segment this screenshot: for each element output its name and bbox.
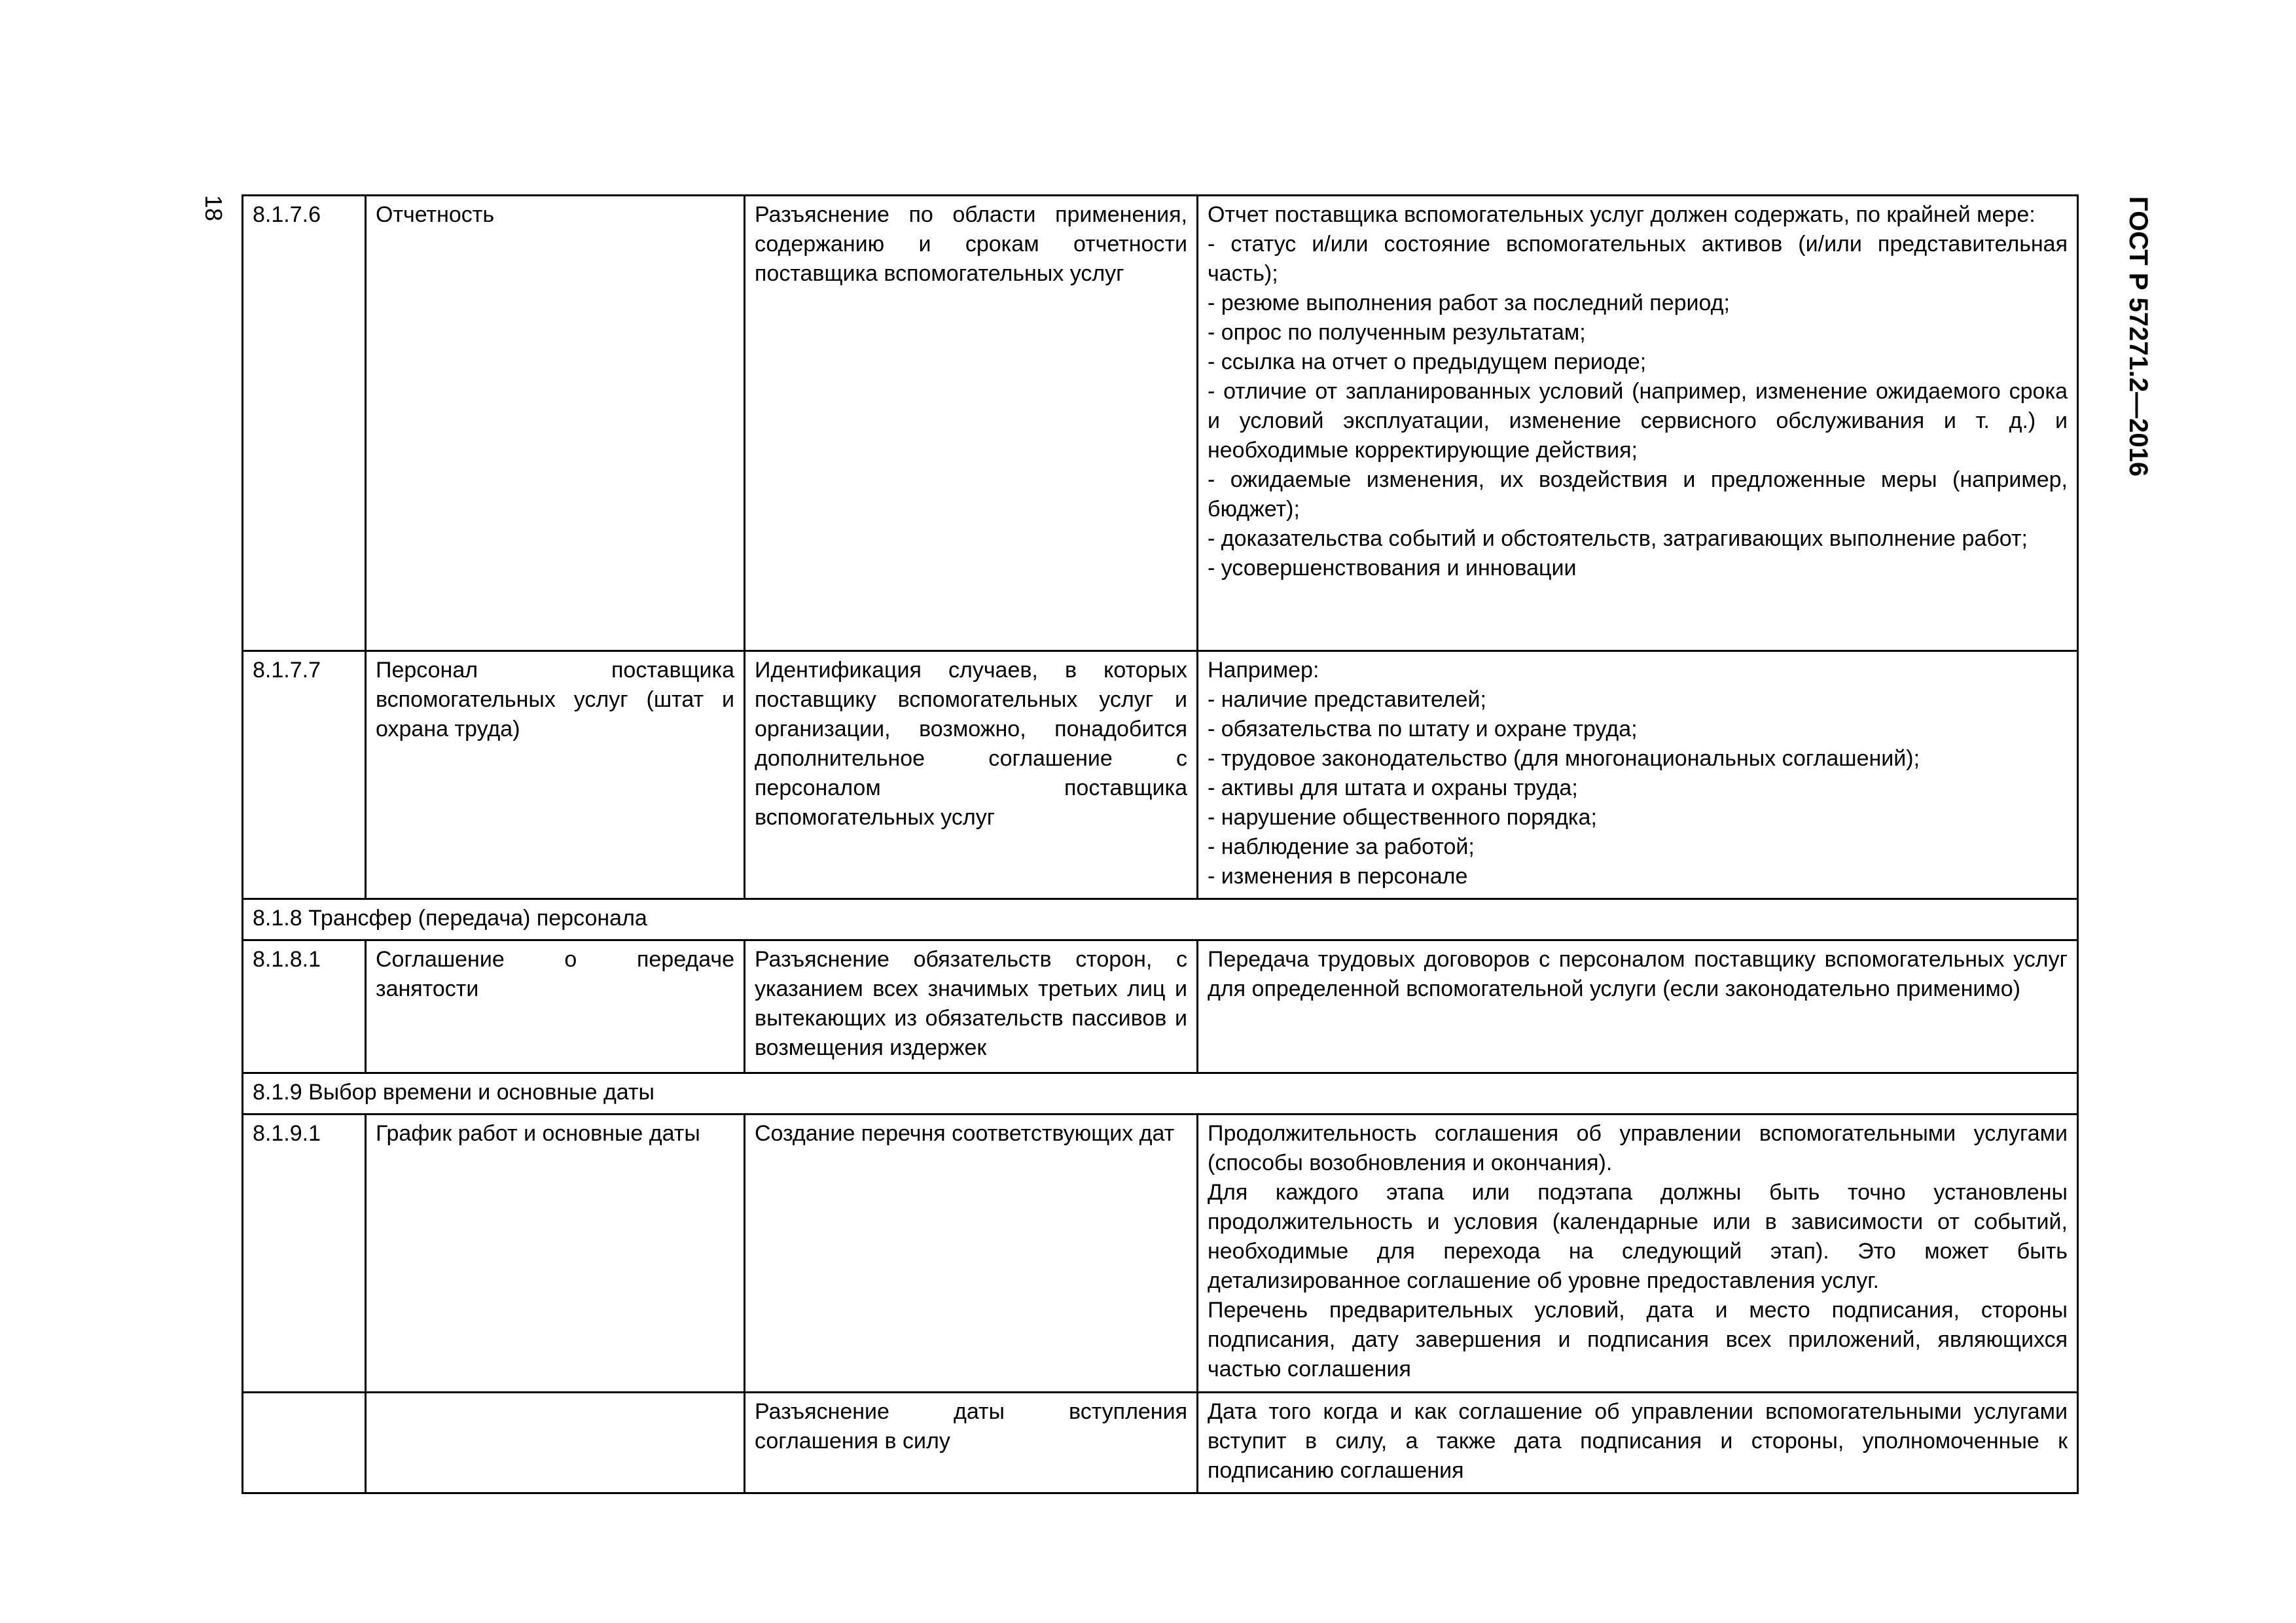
detail-line: - наблюдение за работой;: [1208, 834, 1475, 859]
clause-details: [1198, 196, 2078, 651]
detail-line: Передача трудовых договоров с персоналом поставщику вспомогательных услуг для определенной вспомогательной услуги (если законодательно применимо): [1208, 947, 2068, 1001]
detail-line: - усовершенствования и инновации: [1208, 556, 1577, 580]
detail-line: - нарушение общественного порядка;: [1208, 805, 1597, 830]
clause-details: [1198, 651, 2078, 899]
table-row: [243, 940, 2078, 1073]
clause-title: Соглашение о передаче занятости: [366, 940, 745, 1073]
clause-description: Разъяснение обязательств сторон, с указанием всех значимых третьих лиц и вытекающих из обязательств пассивов и возмещения издержек: [745, 940, 1198, 1073]
detail-line: - статус и/или состояние вспомогательных активов (и/или представительная часть);: [1208, 232, 2068, 286]
section-row: [243, 1073, 2078, 1115]
clause-number: [243, 1393, 366, 1493]
clause-description: Разъяснение даты вступления соглашения в силу: [745, 1393, 1198, 1493]
detail-line: Для каждого этапа или подэтапа должны быть точно установлены продолжительность и условия (календарные или в зависимости от событий, необходимые для перехода на следующий этап). Это может быть детализированное соглашение об уровне предоставления услуг.: [1208, 1180, 2068, 1293]
detail-line: - опрос по полученным результатам;: [1208, 320, 1586, 345]
table-row: [243, 1115, 2078, 1393]
detail-line: - ссылка на отчет о предыдущем периоде;: [1208, 349, 1647, 374]
table-row: [243, 651, 2078, 899]
detail-line: - резюме выполнения работ за последний период;: [1208, 291, 1730, 315]
clause-number: 8.1.7.6: [243, 196, 366, 651]
detail-line: Дата того когда и как соглашение об управлении вспомогательными услугами вступит в силу, а также дата подписания и стороны, уполномоченные к подписанию соглашения: [1208, 1399, 2068, 1483]
clause-number: 8.1.9.1: [243, 1115, 366, 1393]
detail-line: - трудовое законодательство (для многонациональных соглашений);: [1208, 746, 1920, 771]
detail-line: Перечень предварительных условий, дата и место подписания, стороны подписания, дату завершения и подписания всех приложений, являющихся частью соглашения: [1208, 1298, 2068, 1382]
detail-line: - активы для штата и охраны труда;: [1208, 776, 1578, 800]
detail-line: - обязательства по штату и охране труда;: [1208, 717, 1638, 741]
clause-title: Персонал поставщика вспомогательных услуг (штат и охрана труда): [366, 651, 745, 899]
section-row: [243, 899, 2078, 940]
clause-title: Отчетность: [366, 196, 745, 651]
clause-details: [1198, 1393, 2078, 1493]
table-body: [243, 196, 2078, 1493]
running-header: ГОСТ Р 57271.2—2016: [2124, 196, 2153, 477]
page-number: 18: [200, 195, 227, 222]
detail-line: - наличие представителей;: [1208, 687, 1486, 712]
clause-description: Разъяснение по области применения, содержанию и срокам отчетности поставщика вспомогательных услуг: [745, 196, 1198, 651]
requirements-table: [242, 194, 2079, 1494]
section-heading: 8.1.8 Трансфер (передача) персонала: [243, 899, 2078, 940]
clause-description: Идентификация случаев, в которых поставщику вспомогательных услуг и организации, возможно, понадобится дополнительное соглашение с персоналом поставщика вспомогательных услуг: [745, 651, 1198, 899]
clause-number: 8.1.8.1: [243, 940, 366, 1073]
clause-number: 8.1.7.7: [243, 651, 366, 899]
clause-details: [1198, 940, 2078, 1073]
detail-line: Продолжительность соглашения об управлении вспомогательными услугами (способы возобновления и окончания).: [1208, 1121, 2068, 1175]
detail-line: - изменения в персонале: [1208, 864, 1468, 889]
table-row: [243, 196, 2078, 651]
clause-title: [366, 1393, 745, 1493]
detail-line: Например:: [1208, 658, 1319, 683]
clause-details: [1198, 1115, 2078, 1393]
clause-description: Создание перечня соответствующих дат: [745, 1115, 1198, 1393]
detail-line: - отличие от запланированных условий (например, изменение ожидаемого срока и условий эксплуатации, изменение сервисного обслуживания и т. д.) и необходимые корректирующие действия;: [1208, 379, 2068, 463]
detail-line: Отчет поставщика вспомогательных услуг должен содержать, по крайней мере:: [1208, 202, 2036, 227]
detail-line: - доказательства событий и обстоятельств, затрагивающих выполнение работ;: [1208, 526, 2028, 551]
section-heading: 8.1.9 Выбор времени и основные даты: [243, 1073, 2078, 1115]
detail-line: - ожидаемые изменения, их воздействия и предложенные меры (например, бюджет);: [1208, 467, 2068, 522]
clause-title: График работ и основные даты: [366, 1115, 745, 1393]
table-row: [243, 1393, 2078, 1493]
